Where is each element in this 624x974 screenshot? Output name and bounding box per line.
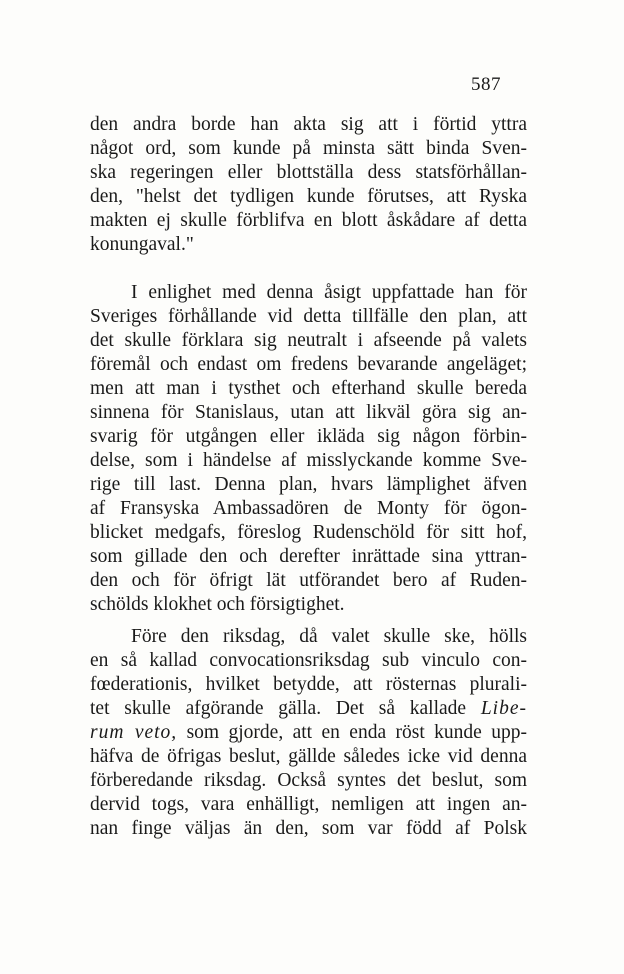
text-line: af Fransyska Ambassadören de Monty för ögon- xyxy=(90,498,527,519)
text-line: en så kallad convocationsriksdag sub vinculo con- xyxy=(90,650,527,671)
text-line: dervid togs, vara enhälligt, nemligen att ingen an- xyxy=(90,794,527,815)
text-line xyxy=(90,721,527,745)
text-line: häfva de öfrigas beslut, gällde således icke vid denna xyxy=(90,746,527,767)
text-line: fœderationis, hvilket betydde, att rösternas plurali- xyxy=(90,674,527,695)
text-line: den andra borde han akta sig att i förtid yttra xyxy=(90,114,527,135)
text-line: den, "helst det tydligen kunde förutses, att Ryska xyxy=(90,186,527,207)
text-line: det skulle förklara sig neutralt i afseende på valets xyxy=(90,330,527,351)
text-line: I enlighet med denna åsigt uppfattade han för xyxy=(131,282,527,303)
text-line: blicket medgafs, föreslog Rudenschöld för sitt hof, xyxy=(90,522,527,543)
text-line: schölds klokhet och försigtighet. xyxy=(90,594,345,615)
text-line: delse, som i händelse af misslyckande komme Sve- xyxy=(90,450,527,471)
text-line: Sveriges förhållande vid detta tillfälle den plan, att xyxy=(90,306,527,327)
text-line: ska regeringen eller blottställa dess statsförhållan- xyxy=(90,162,527,183)
text-line: förberedande riksdag. Också syntes det beslut, som xyxy=(90,770,527,791)
text-run: som gjorde, att en enda röst kunde upp- xyxy=(186,722,527,743)
text-line: men att man i tysthet och efterhand skulle bereda xyxy=(90,378,527,399)
text-line: något ord, som kunde på minsta sätt binda Sven- xyxy=(90,138,527,159)
text-line: föremål och endast om fredens bevarande angeläget; xyxy=(90,354,527,375)
text-line: sinnena för Stanislaus, utan att likväl göra sig an- xyxy=(90,402,527,423)
paragraph-2 xyxy=(90,281,527,617)
text-run: tet skulle afgörande gälla. Det så kallade xyxy=(90,698,467,719)
text-line: svarig för utgången eller ikläda sig någon förbin- xyxy=(90,426,527,447)
paragraph-1 xyxy=(90,113,527,257)
text-line: konungaval." xyxy=(90,234,194,255)
page-number: 587 xyxy=(471,74,501,95)
text-line: som gillade den och derefter inrättade sina yttran- xyxy=(90,546,527,567)
text-line: den och för öfrigt lät utförandet bero af Ruden- xyxy=(90,570,527,591)
paragraph-3 xyxy=(90,625,527,841)
text-line: Före den riksdag, då valet skulle ske, hölls xyxy=(131,626,527,647)
text-line xyxy=(90,697,527,721)
italic-term: Libe- xyxy=(480,698,527,719)
text-line: makten ej skulle förblifva en blott åskådare af detta xyxy=(90,210,527,231)
text-line: rige till last. Denna plan, hvars lämplighet äfven xyxy=(90,474,527,495)
italic-term: rum veto, xyxy=(90,722,178,743)
text-line: nan finge väljas än den, som var född af Polsk xyxy=(90,818,527,839)
